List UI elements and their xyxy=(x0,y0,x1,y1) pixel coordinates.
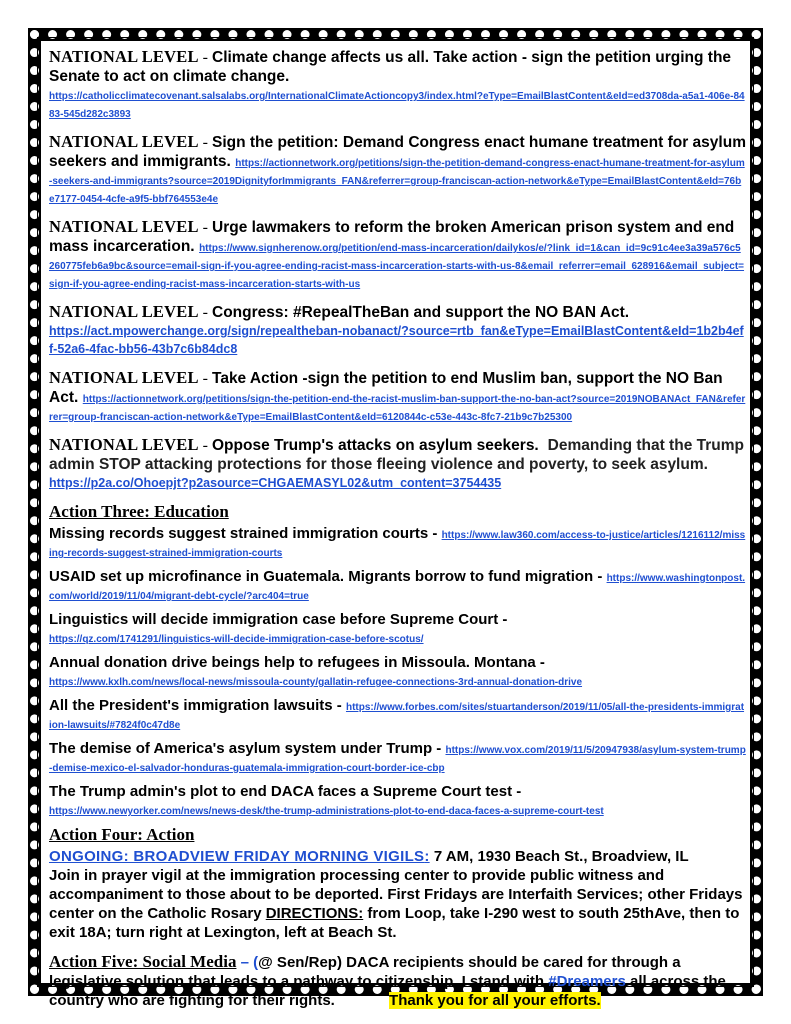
social-message: DACA recipients should be cared for through a legislative solution that leads to a pathway to citizenship. I stand with xyxy=(49,954,681,990)
action-title: Congress: #RepealTheBan and support the NO BAN Act. xyxy=(212,304,630,321)
education-item xyxy=(49,653,746,690)
education-item xyxy=(49,696,746,733)
petition-link[interactable]: https://actionnetwork.org/petitions/sign-the-petition-demand-congress-enact-humane-treatment-for-asylum-seekers-and-immigrants?source=2019DignityforImmigrants_FAN&referrer=group-franciscan-action-network&eType=EmailBlastContent&eId=76be7177-0454-4cfe-a9f5-bbf764553e4e xyxy=(49,158,745,205)
article-link[interactable]: https://www.washingtonpost.com/world/2019/11/04/migrant-debt-cycle/?arc404=true xyxy=(49,573,746,602)
action-description: Demanding that the Trump admin STOP attacking protections for those fleeing violence and poverty, to seek asylum. xyxy=(49,437,744,473)
article-title: Missing records suggest strained immigration courts - xyxy=(49,525,442,542)
article-title: The demise of America's asylum system under Trump - xyxy=(49,740,446,757)
national-item: NATIONAL LEVEL - Congress: #RepealTheBan and support the NO BAN Act. https://act.mpowerchange.org/sign/repealtheban-nobanact/?source=rtb_fan&eType=EmailBlastContent&eId=1b2b4eff-52a6-4fac-bb56-43b7c6b84dc8 xyxy=(49,302,744,356)
article-link[interactable]: https://www.vox.com/2019/11/5/20947938/asylum-system-trump-demise-mexico-el-salvador-honduras-guatemala-immigration-court-border-ice-cbp xyxy=(49,745,746,774)
national-item: NATIONAL LEVEL - Urge lawmakers to reform the broken American prison system and end mass incarceration. https://www.signherenow.org/petition/end-mass-incarceration/dailykos/e/?link_id=1&can_id=9c91c4ee3a39a576c5260775feb6a9bc&source=email-sign-if-you-agree-ending-racist-mass-incarceration-starts-with-us-8&email_referrer=email_628916&email_subject=sign-if-you-agree-ending-racist-mass-incarceration-starts-with-us xyxy=(49,217,745,290)
national-item: NATIONAL LEVEL - Sign the petition: Demand Congress enact humane treatment for asylum seekers and immigrants. https://actionnetwork.org/petitions/sign-the-petition-demand-congress-enact-humane-treatment-for-asylum-seekers-and-immigrants?source=2019DignityforImmigrants_FAN&referrer=group-franciscan-action-network&eType=EmailBlastContent&eId=76be7177-0454-4cfe-a9f5-bbf764553e4e xyxy=(49,132,746,205)
level-label: NATIONAL LEVEL xyxy=(49,47,199,66)
article-title: USAID set up microfinance in Guatemala. Migrants borrow to fund migration - xyxy=(49,568,607,585)
level-label: NATIONAL LEVEL xyxy=(49,132,199,151)
article-link[interactable]: https://www.law360.com/access-to-justice/articles/1216112/missing-records-suggest-strained-immigration-courts xyxy=(49,530,746,559)
level-label: NATIONAL LEVEL xyxy=(49,368,199,387)
article-link[interactable]: https://www.forbes.com/sites/stuartanderson/2019/11/05/all-the-presidents-immigration-lawsuits/#7824f0c47d8e xyxy=(49,702,745,731)
vigil-when: 7 AM, 1930 Beach St., Broadview, IL xyxy=(429,848,689,865)
national-item: NATIONAL LEVEL - Climate change affects us all. Take action - sign the petition urging the Senate to act on climate change. https://catholicclimatecovenant.salsalabs.org/InternationalClimateActioncopy3/index.html?eType=EmailBlastContent&eId=ed3708da-a5a1-406e-8483-545d282c3893 xyxy=(49,47,745,120)
level-label: NATIONAL LEVEL xyxy=(49,435,199,454)
education-item xyxy=(49,567,746,604)
action-title: Sign the petition: Demand Congress enact humane treatment for asylum seekers and immigrants. xyxy=(49,134,746,170)
document-body xyxy=(49,47,746,1009)
national-item: NATIONAL LEVEL - Oppose Trump's attacks on asylum seekers. Demanding that the Trump admin STOP attacking protections for those fleeing violence and poverty, to seek asylum. https://p2a.co/Ohoepjt?p2asource=CHGAEMASYL02&utm_content=3754435 xyxy=(49,435,744,490)
handle: @ Sen/Rep) xyxy=(258,954,342,971)
petition-link[interactable]: https://catholicclimatecovenant.salsalabs.org/InternationalClimateActioncopy3/index.html?eType=EmailBlastContent&eId=ed3708da-a5a1-406e-8483-545d282c3893 xyxy=(49,91,745,120)
article-title: Annual donation drive beings help to refugees in Missoula. Montana - xyxy=(49,654,545,671)
education-item xyxy=(49,524,746,561)
thank-you-note: Thank you for all your efforts. xyxy=(389,992,601,1009)
national-item: NATIONAL LEVEL - Take Action -sign the petition to end Muslim ban, support the NO Ban Act. https://actionnetwork.org/petitions/sign-the-petition-end-the-racist-muslim-ban-support-the-no-ban-act?source=2019NOBANAct_FAN&referrer=group-franciscan-action-network&eType=EmailBlastContent&eId=6120844c-c53e-443c-8fc7-21b9c7b25300 xyxy=(49,368,746,423)
vigil-link[interactable]: ONGOING: BROADVIEW FRIDAY MORNING VIGILS xyxy=(49,848,425,865)
education-item xyxy=(49,610,746,647)
level-label: NATIONAL LEVEL xyxy=(49,302,199,321)
article-title: The Trump admin's plot to end DACA faces a Supreme Court test - xyxy=(49,783,522,800)
education-item xyxy=(49,782,746,819)
section-heading-action: Action Four: Action xyxy=(49,825,195,844)
social-media-block: Action Five: Social Media – (@ Sen/Rep) DACA recipients should be cared for through a legislative solution that leads to a pathway to citizenship. I stand with #Dreamers all across the country who are fighting for their rights. Thank you for all your efforts. xyxy=(49,952,726,1009)
directions-text: from Loop, take I-290 west to south 25thAve, then to exit 18A; turn right at Lexington, left at Beach St. xyxy=(49,905,740,941)
education-item xyxy=(49,739,746,776)
section-heading-social: Action Five: Social Media xyxy=(49,952,237,971)
page-border xyxy=(28,28,763,1009)
section-heading-education: Action Three: Education xyxy=(49,502,229,521)
vigil-description: Join in prayer vigil at the immigration processing center to provide public witness and accompaniment to those about to be deported. First Fridays are Interfaith Services; other Fridays center on the Catholic Rosary xyxy=(49,867,743,922)
article-link[interactable]: https://www.kxlh.com/news/local-news/missoula-county/gallatin-refugee-connections-3rd-annual-donation-drive xyxy=(49,677,583,688)
petition-link[interactable]: https://www.signherenow.org/petition/end-mass-incarceration/dailykos/e/?link_id=1&can_id=9c91c4ee3a39a576c5260775feb6a9bc&source=email-sign-if-you-agree-ending-racist-mass-incarceration-starts-with-us-8&email_referrer=email_628916&email_subject=sign-if-you-agree-ending-racist-mass-incarceration-starts-with-us xyxy=(49,243,745,290)
action-title: Urge lawmakers to reform the broken American prison system and end mass incarceration. xyxy=(49,219,735,255)
article-title: Linguistics will decide immigration case before Supreme Court - xyxy=(49,611,508,628)
level-label: NATIONAL LEVEL xyxy=(49,217,199,236)
vigil-block: ONGOING: BROADVIEW FRIDAY MORNING VIGILS: 7 AM, 1930 Beach St., Broadview, IL Join in prayer vigil at the immigration processing center to provide public witness and accompaniment to those about to be deported. First Fridays are Interfaith Services; other Fridays center on the Catholic Rosary DIRECTIONS: from Loop, take I-290 west to south 25thAve, then to exit 18A; turn right at Lexington, left at Beach St. xyxy=(49,848,743,941)
directions-label: DIRECTIONS: xyxy=(265,905,364,922)
action-title: Take Action -sign the petition to end Muslim ban, support the NO Ban Act. xyxy=(49,370,723,406)
action-title: Climate change affects us all. Take action - sign the petition urging the Senate to act on climate change. xyxy=(49,49,732,85)
article-link[interactable]: https://qz.com/1741291/linguistics-will-decide-immigration-case-before-scotus/ xyxy=(49,634,424,645)
petition-link[interactable]: https://p2a.co/Ohoepjt?p2asource=CHGAEMASYL02&utm_content=3754435 xyxy=(49,476,502,490)
action-title: Oppose Trump's attacks on asylum seekers. xyxy=(212,437,539,454)
hashtag-link[interactable]: #Dreamers xyxy=(548,973,626,990)
petition-link[interactable]: https://actionnetwork.org/petitions/sign-the-petition-end-the-racist-muslim-ban-support-the-no-ban-act?source=2019NOBANAct_FAN&referrer=group-franciscan-action-network&eType=EmailBlastContent&eId=6120844c-c53e-443c-8fc7-21b9c7b25300 xyxy=(49,394,746,423)
article-link[interactable]: https://www.newyorker.com/news/news-desk/the-trump-administrations-plot-to-end-daca-faces-a-supreme-court-test xyxy=(49,806,604,817)
article-title: All the President's immigration lawsuits - xyxy=(49,697,346,714)
petition-link[interactable]: https://act.mpowerchange.org/sign/repealtheban-nobanact/?source=rtb_fan&eType=EmailBlastContent&eId=1b2b4eff-52a6-4fac-bb56-43b7c6b84dc8 xyxy=(49,324,744,356)
